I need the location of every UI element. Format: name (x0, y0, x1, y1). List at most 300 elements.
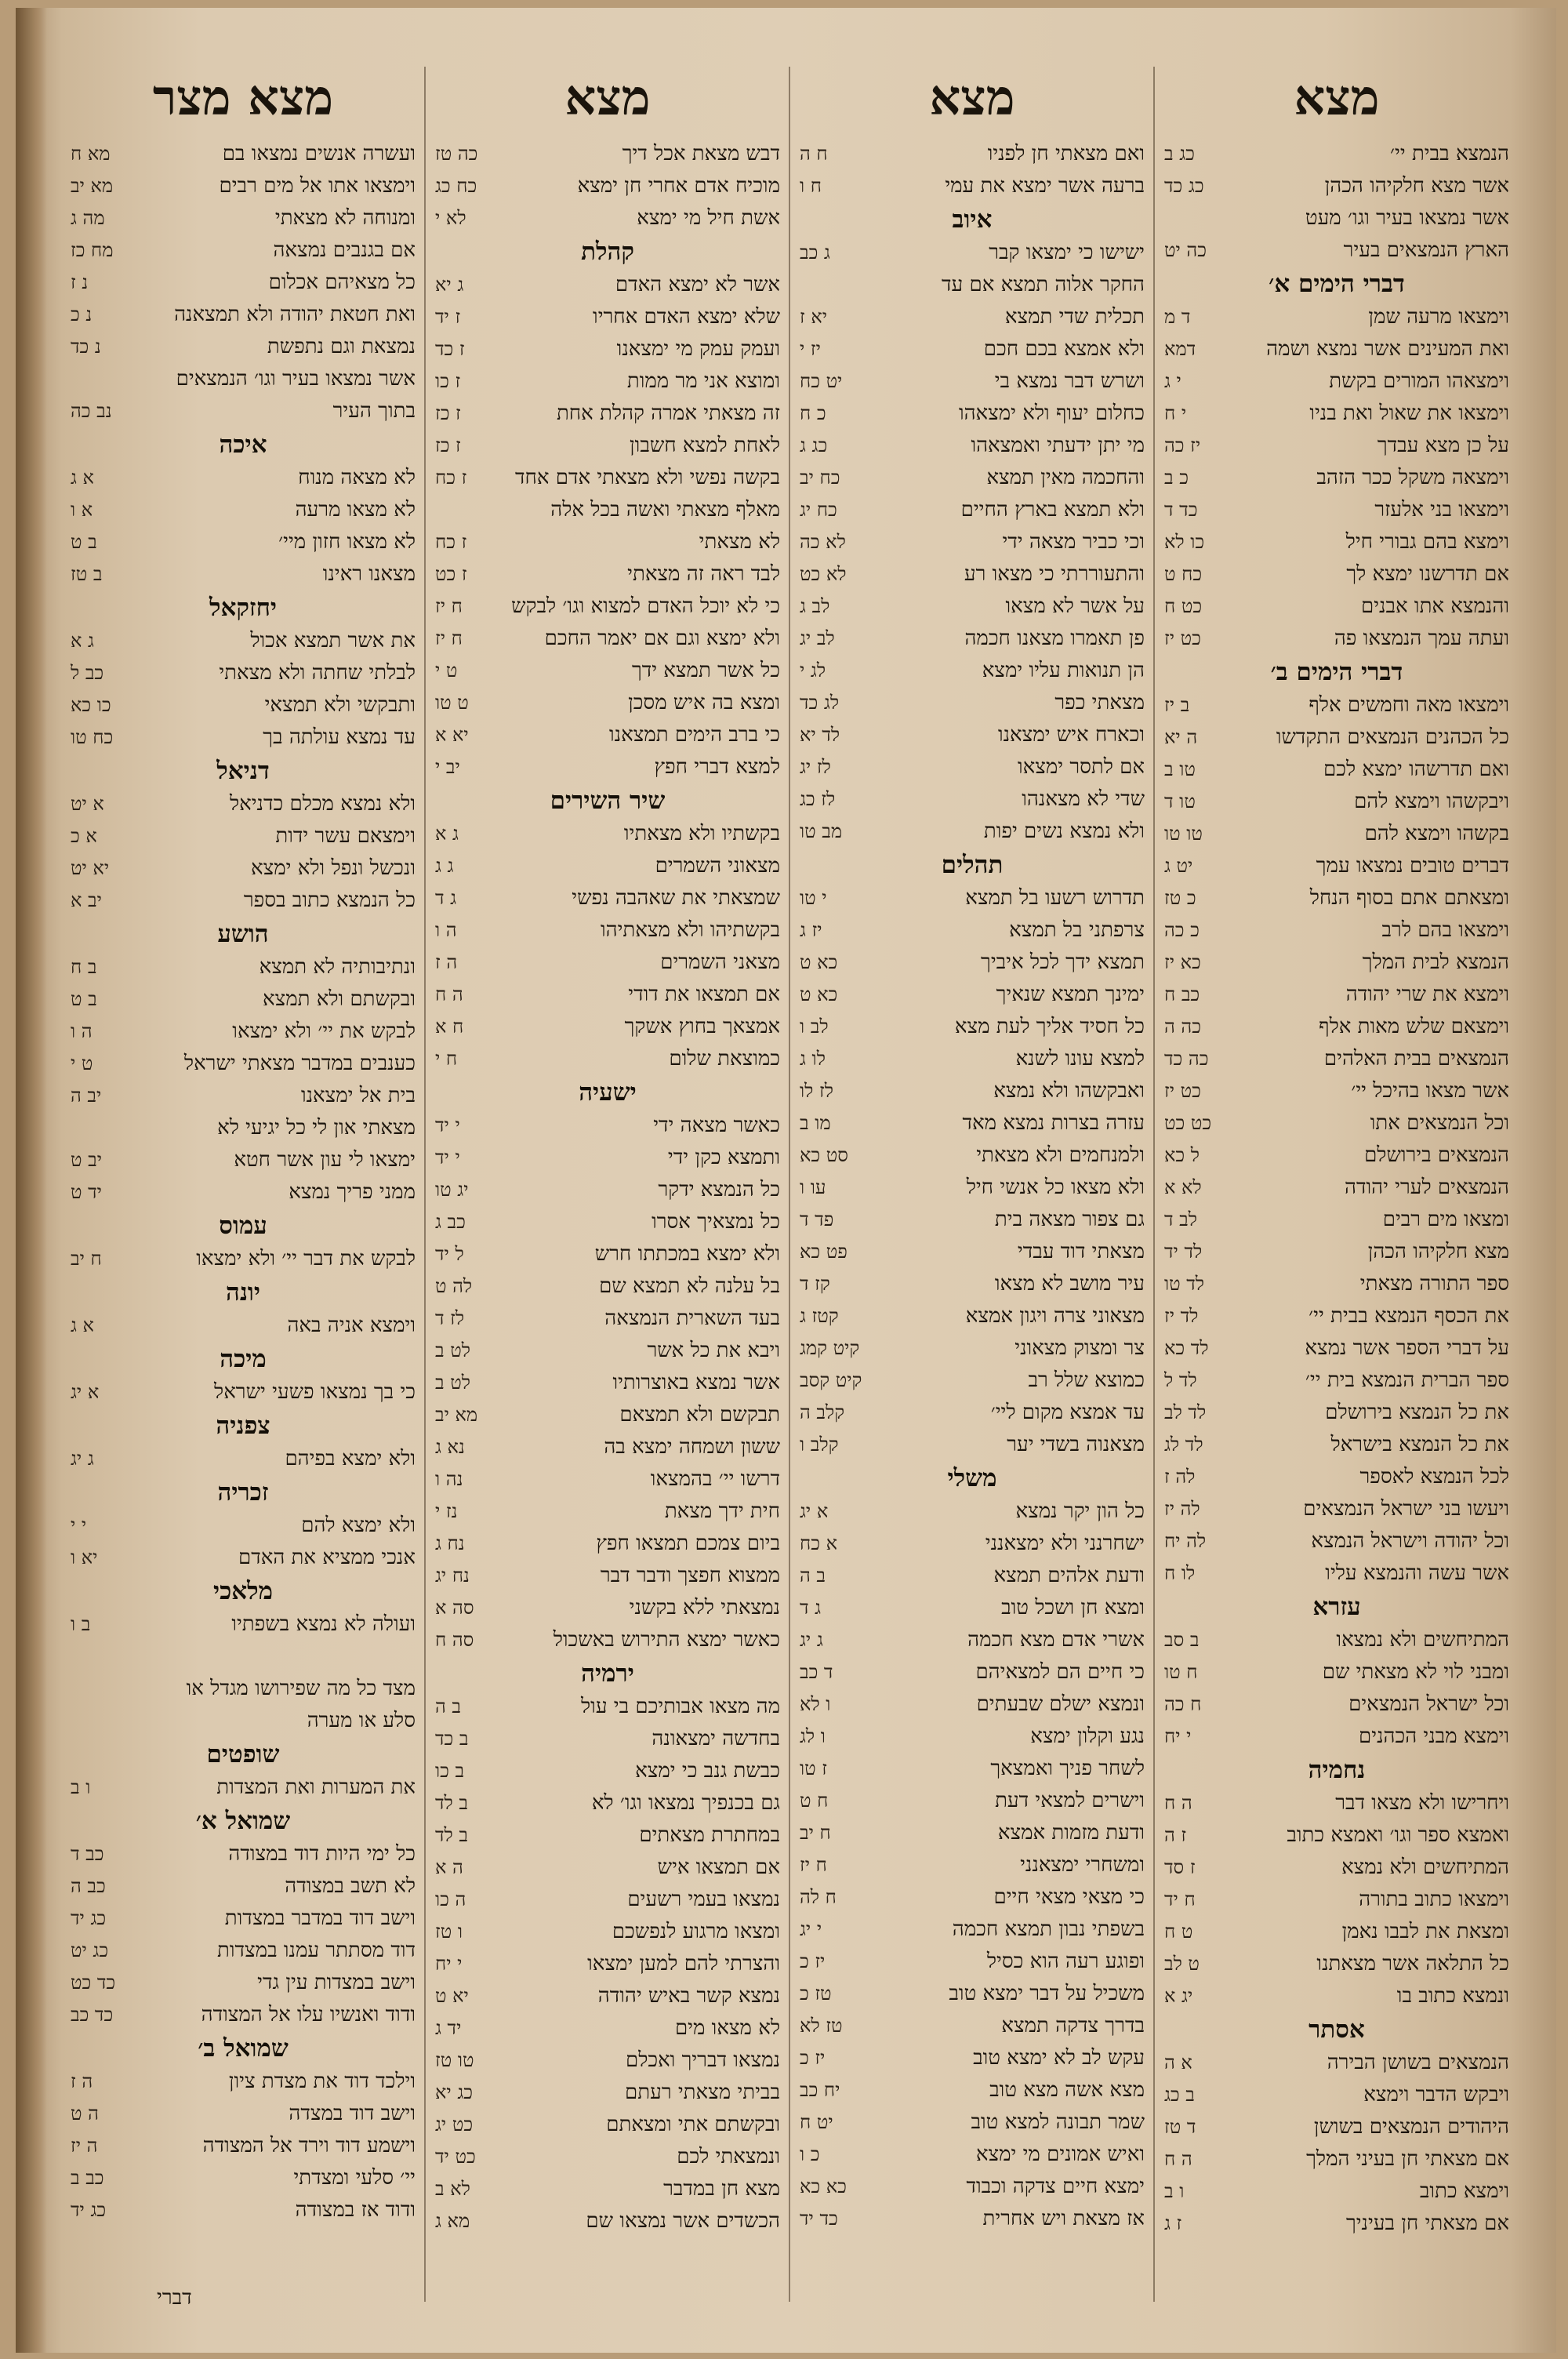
concordance-entry (1164, 526, 1509, 558)
entry-text: בביתי מצאתי רעתם (625, 2081, 780, 2104)
entry-reference: לה ט (435, 1275, 473, 1297)
entry-reference (1164, 202, 1239, 234)
concordance-entry (800, 237, 1145, 269)
entry-reference: ח יד (1164, 1888, 1196, 1910)
entry-text: ונמצאתי לכם (677, 2145, 780, 2168)
concordance-entry (71, 1673, 416, 1705)
entry-text: ואת חטאת יהודה ולא תמצאנה (174, 303, 416, 326)
column-rule (789, 67, 790, 2302)
entry-reference: י יח (1164, 1725, 1192, 1747)
entry-reference: ז כז (435, 434, 461, 456)
entry-reference: ח לה (800, 1886, 837, 1908)
concordance-entry (1164, 722, 1509, 754)
entry-text: מצאתי דוד עבדי (1017, 1240, 1145, 1263)
book-section-heading: ירמיה (581, 1659, 634, 1688)
entry-text: ועמק עמק מי ימצאנו (616, 337, 780, 361)
concordance-entry (435, 462, 780, 494)
entry-reference: י ח (1164, 402, 1187, 424)
entry-reference: קז ד (800, 1273, 830, 1295)
entry-text: בשפתי נבון תמצא חכמה (952, 1917, 1145, 1941)
book-section-heading: מיכה (220, 1345, 267, 1373)
concordance-entry (1164, 1204, 1509, 1236)
entry-reference: יד ג (435, 2017, 462, 2039)
entry-reference: ב טז (71, 563, 103, 585)
concordance-entry (71, 395, 416, 427)
entry-reference: ח ו (800, 175, 822, 197)
concordance-entry (71, 1376, 416, 1408)
entry-text: ומוצא אני מר ממות (626, 369, 780, 393)
entry-text: הנמצא לבית המלך (1362, 951, 1509, 974)
entry-text: כל הנמצא ידקר (658, 1178, 780, 1201)
concordance-entry (800, 462, 1145, 494)
concordance-entry (1164, 1461, 1509, 1493)
book-section-heading: שופטים (206, 1740, 280, 1768)
concordance-entry (800, 1496, 1145, 1528)
entry-text: כמוצא שלל רב (1028, 1369, 1145, 1392)
concordance-entry (1164, 2175, 1509, 2208)
entry-text: ולא ימצא וגם אם יאמר החכם (544, 627, 780, 650)
entry-text: את כל הנמצא בישראל (1330, 1433, 1509, 1456)
entry-reference: לה יז (1164, 1498, 1200, 1520)
entry-text: מצאנוה בשדי יער (1007, 1433, 1145, 1456)
entry-text: ובקשתם אתי ומצאתם (606, 2113, 780, 2136)
column-4 (71, 63, 416, 2321)
entry-text: ואיש אמונים מי ימצא (975, 2143, 1145, 2166)
entry-text: ועולה לא נמצא בשפתיו (231, 1612, 416, 1636)
concordance-entry (800, 751, 1145, 783)
entry-reference: לג י (800, 660, 826, 682)
entry-reference: לב יג (800, 627, 835, 649)
entry-text: הנמצאים לערי יהודה (1345, 1176, 1509, 1199)
entry-reference: ג יג (71, 1448, 94, 1470)
concordance-entry (71, 138, 416, 170)
concordance-entry (1164, 1397, 1509, 1429)
concordance-entry (1164, 333, 1509, 365)
concordance-entry (71, 788, 416, 820)
entry-reference: סט כא (800, 1144, 848, 1166)
entry-reference: לב ג (800, 595, 830, 617)
entry-text: נמצאו דבריך ואכלם (625, 2048, 780, 2072)
concordance-entry (435, 1206, 780, 1238)
concordance-entry (1164, 2111, 1509, 2143)
entry-reference: ה ו (71, 1020, 93, 1042)
entry-reference: מא יב (435, 1404, 478, 1426)
entry-reference: ט י (71, 1052, 93, 1074)
entry-text: שלא ימצא האדם אחריו (593, 305, 780, 329)
entry-reference: נה ו (435, 1468, 463, 1490)
concordance-entry (800, 1140, 1145, 1172)
concordance-entry (1164, 1916, 1509, 1948)
concordance-entry (1164, 689, 1509, 722)
entry-text: בל עלנה לא תמצא שם (599, 1274, 780, 1298)
book-section-heading: איכה (219, 431, 267, 459)
entry-reference: לז כג (800, 788, 836, 810)
entry-text: מצאוני השמרים (655, 854, 780, 878)
entry-text: וכי כביר מצאה ידי (1002, 530, 1145, 554)
concordance-entry (1164, 786, 1509, 818)
concordance-entry (800, 398, 1145, 430)
entry-reference: יב י (435, 756, 460, 778)
concordance-entry (435, 1884, 780, 1916)
entry-reference: ג א (435, 823, 459, 845)
concordance-entry (71, 1443, 416, 1475)
entry-reference: קטז ג (800, 1305, 839, 1327)
entry-text: אם תמצאו את דודי (628, 983, 780, 1006)
entry-reference: לד לג (1164, 1434, 1203, 1456)
concordance-entry (800, 1624, 1145, 1656)
entry-reference: נא ג (435, 1436, 465, 1458)
entry-reference: כב ה (71, 1875, 106, 1897)
entry-text: דרשו יי׳ בהמצאו (650, 1467, 780, 1491)
concordance-entry (435, 1431, 780, 1463)
entry-text: כל התלאה אשר מצאתנו (1316, 1952, 1509, 1976)
concordance-entry (435, 558, 780, 591)
entry-reference: ג כב (800, 242, 830, 264)
entry-text: וימצאם עשר ידות (275, 824, 416, 848)
concordance-entry (1164, 234, 1509, 267)
entry-text: על דברי הספר אשר נמצא (1305, 1336, 1509, 1360)
book-section-heading: משלי (947, 1464, 997, 1492)
column-rule (1153, 67, 1155, 2302)
entry-reference: מה ג (71, 207, 105, 229)
concordance-entry (800, 1268, 1145, 1300)
concordance-entry (435, 1528, 780, 1560)
concordance-entry (71, 1112, 416, 1144)
entry-reference: יא ז (800, 306, 828, 328)
entry-text: והחכמה מאין תמצא (986, 466, 1145, 489)
entry-reference: יב ה (71, 1085, 102, 1107)
entry-text: על כן מצא עבדך (1377, 434, 1509, 457)
entry-text: גם בכנפיך נמצאו וגו׳ לא (591, 1791, 780, 1815)
entry-text: וימצא את שרי יהודה (1345, 983, 1509, 1006)
concordance-entry (800, 333, 1145, 365)
entry-reference: ט ח (1164, 1921, 1193, 1943)
entry-text: אם מצאתי חן בעיניך (1345, 2212, 1509, 2235)
entry-reference: ג ד (800, 1597, 822, 1619)
concordance-entry (435, 1367, 780, 1399)
entry-text: לא מצאו מים (674, 2016, 780, 2040)
concordance-entry (435, 1303, 780, 1335)
book-section-heading: זכריה (217, 1478, 269, 1507)
entry-text: כי לא יוכל האדם למצוא וגו׳ לבקש (511, 594, 780, 618)
concordance-entry (800, 1785, 1145, 1817)
entry-reference: ה ט (71, 2103, 99, 2125)
entry-text: לבקש את דבר יי׳ ולא ימצאו (196, 1247, 416, 1270)
entry-text: ועשרה אנשים נמצאו בם (222, 142, 416, 165)
entry-text: אשר לא ימצא האדם (615, 273, 780, 296)
concordance-entry (800, 1721, 1145, 1753)
entry-reference: לה ז (1164, 1466, 1196, 1488)
concordance-entry (1164, 1493, 1509, 1525)
entry-reference: נז י (435, 1500, 458, 1522)
entry-reference: כ טז (1164, 887, 1196, 909)
entry-reference: ב יז (1164, 694, 1190, 716)
entry-text: וימצאו כתוב בתורה (1359, 1888, 1509, 1911)
entry-text: נמצאת וגם נתפשת (267, 335, 416, 358)
entry-reference: כד כב (71, 2004, 114, 2026)
entry-text: שמר תבונה למצא טוב (971, 2110, 1145, 2134)
column-header: מצא (1294, 69, 1380, 126)
concordance-entry (800, 1204, 1145, 1236)
entry-text: נמצא קשר באיש יהודה (597, 1984, 780, 2008)
entry-reference: יח כב (800, 2079, 840, 2101)
concordance-entry (71, 1048, 416, 1080)
entry-reference: כא כא (800, 2175, 847, 2197)
entry-reference: כב ב (71, 2167, 104, 2189)
entries-list (1164, 138, 1509, 2240)
entry-text: ופוגע רעה הוא כסיל (986, 1950, 1145, 1973)
entry-reference: פד ד (800, 1209, 834, 1230)
entry-reference: א כח (800, 1532, 837, 1554)
concordance-entry (800, 979, 1145, 1011)
entry-text: למצא דברי חפץ (654, 755, 780, 779)
entry-reference: לד ל (1164, 1369, 1197, 1391)
entry-text: וישרים למצאי דעת (995, 1789, 1145, 1812)
entry-text: במחתרת מצאתים (639, 1823, 780, 1847)
entry-reference (71, 363, 145, 395)
book-section-heading: שיר השירים (550, 787, 666, 815)
entry-text: הארץ הנמצאים בעיר (1343, 238, 1509, 262)
entry-text: נמצאו בעמי רשעים (627, 1888, 780, 1911)
entry-reference: ל יד (435, 1243, 464, 1265)
book-section-heading: דברי הימים א׳ (1269, 270, 1405, 298)
concordance-entry (800, 882, 1145, 914)
entry-reference: נב כה (71, 400, 112, 422)
column-rule (424, 67, 426, 2302)
entry-text: עד נמצא עולתה בך (263, 725, 416, 749)
entry-text: כל הון יקר נמצא (1015, 1499, 1145, 1523)
concordance-entry (800, 783, 1145, 816)
entry-reference: כא ט (800, 983, 838, 1005)
entry-text: אם מצאתי חן בעיני המלך (1306, 2147, 1509, 2171)
entry-text: ימצא חיים צדקה וכבוד (966, 2175, 1145, 2198)
concordance-entry (71, 1608, 416, 1641)
concordance-entry (1164, 2079, 1509, 2111)
book-section-heading: שמואל ב׳ (198, 2034, 289, 2063)
concordance-entry (1164, 1852, 1509, 1884)
entry-reference: עו ו (800, 1176, 826, 1198)
entry-text: כל אשר תמצא ידך (631, 659, 780, 682)
entry-text: משכיל על דבר ימצא טוב (949, 1982, 1145, 2005)
entry-reference: לז לו (800, 1080, 833, 1102)
entry-reference: כט יד (435, 2146, 476, 2168)
entry-text: הנמצאים בבית האלהים (1323, 1047, 1509, 1070)
entry-reference: ז כד (435, 338, 465, 360)
entry-reference: ו ב (71, 1776, 91, 1798)
entry-reference: לז ד (435, 1307, 465, 1329)
entry-reference: כט יז (1164, 627, 1201, 649)
entry-reference: סה ח (435, 1629, 474, 1651)
entry-text: כענבים במדבר מצאתי ישראל (183, 1052, 416, 1075)
concordance-entry (800, 1849, 1145, 1881)
concordance-entry (435, 1174, 780, 1206)
concordance-entry (1164, 1948, 1509, 1980)
concordance-entry (71, 526, 416, 558)
concordance-entry (71, 1967, 416, 1999)
entry-text: על אשר לא מצאו (1005, 594, 1145, 618)
concordance-entry (71, 2066, 416, 2098)
entry-text: המתיחשים ולא נמצאו (1336, 1628, 1509, 1652)
entry-reference: לו ג (800, 1048, 826, 1070)
entry-text: לא מצאתי (699, 530, 780, 554)
entry-reference: ב לד (435, 1824, 468, 1846)
entry-reference: ח יב (800, 1822, 831, 1844)
entry-reference: מו ב (800, 1112, 831, 1134)
entry-reference: כה כד (1164, 1048, 1209, 1070)
concordance-entry (1164, 1107, 1509, 1140)
entry-reference: כ כה (1164, 919, 1200, 941)
entry-text: לאחת למצא חשבון (630, 434, 780, 457)
entry-text: אשר נמצאו בעיר וגו׳ מעט (1305, 206, 1509, 230)
entry-reference: ב כג (1164, 2084, 1195, 2106)
concordance-entry (435, 398, 780, 430)
concordance-entry (435, 269, 780, 301)
concordance-entry (435, 1270, 780, 1303)
entry-text: וימצאו בני אלעזר (1374, 498, 1509, 522)
entry-text: וימצאם שלש מאות אלף (1319, 1015, 1509, 1038)
entry-reference: י ג (1164, 370, 1181, 392)
concordance-entry (71, 657, 416, 689)
entry-text: דבש מצאת אכל דיך (622, 142, 780, 165)
entry-text: נמצאתי ללא בקשני (629, 1596, 780, 1619)
entry-reference: ז כח (435, 467, 467, 489)
concordance-entry (800, 1332, 1145, 1365)
entry-text: הכשדים אשר נמצאו שם (586, 2209, 780, 2233)
entry-reference: נ כ (71, 304, 93, 325)
entry-reference: נח ג (435, 1532, 465, 1554)
concordance-entry (71, 1870, 416, 1903)
concordance-entry (435, 138, 780, 170)
concordance-entry (71, 558, 416, 591)
entry-text: וימצא בהם גבורי חיל (1345, 530, 1509, 554)
entry-text: מאלף מצאתי ואשה בכל אלה (550, 498, 780, 522)
entry-reference: יד ט (71, 1181, 102, 1203)
entry-reference: כב ל (71, 662, 104, 684)
entry-text: ימצאו לי עון אשר חטא (234, 1148, 416, 1172)
entry-text: ותמצא כקן ידי (667, 1146, 780, 1169)
entry-text: ביום צמכם תמצאו חפץ (596, 1532, 780, 1555)
entry-text: אשר עשה והנמצא עליו (1325, 1561, 1509, 1585)
entry-reference: כד כט (71, 1972, 116, 1994)
concordance-entry (71, 625, 416, 657)
entry-text: שדי לא מצאנהו (1022, 787, 1145, 811)
concordance-entry (71, 299, 416, 331)
entries-list (71, 138, 416, 2226)
entry-text: מוכיח אדם אחרי חן ימצא (577, 174, 780, 198)
concordance-entry (435, 1624, 780, 1656)
entry-reference: ג יא (435, 274, 464, 296)
entry-reference: לט ב (435, 1339, 470, 1361)
entry-text: עיר מושב לא מצאו (994, 1272, 1145, 1296)
entry-text: מצאתי כפר (1054, 691, 1145, 714)
entry-text: אם תמצאו איש (657, 1856, 780, 1879)
entry-reference: כג ב (1164, 143, 1195, 165)
concordance-entry (435, 333, 780, 365)
entry-text: ויחרישו ולא מצאו דבר (1335, 1791, 1509, 1815)
entry-reference: ז יד (435, 306, 461, 328)
entry-text: כי מצאי מצאי חיים (993, 1885, 1145, 1909)
entry-reference: כד יד (800, 2208, 838, 2230)
entry-text: כל הכהנים הנמצאים התקדשו (1276, 725, 1509, 749)
entry-text: ודוד אז במצודה (295, 2198, 416, 2222)
entry-reference: ג ג (435, 855, 454, 877)
entry-reference: י טו (800, 887, 827, 909)
entry-text: ואם תדרשהו ימצא לכם (1323, 758, 1509, 781)
entry-reference: יג טו (435, 1179, 469, 1201)
entry-reference: קיט קמג (800, 1337, 860, 1359)
book-section-heading: עזרא (1312, 1593, 1361, 1621)
concordance-entry (435, 1238, 780, 1270)
entry-reference: י יד (435, 1114, 460, 1136)
entry-reference: ב ה (435, 1696, 461, 1717)
concordance-entry (1164, 2143, 1509, 2175)
concordance-entry (800, 1528, 1145, 1560)
entry-text: נגע וקלון ימצא (1030, 1725, 1145, 1748)
concordance-entry (435, 1043, 780, 1075)
entry-reference: ה ו (435, 919, 457, 941)
concordance-entry (800, 494, 1145, 526)
entry-reference: כד ד (1164, 499, 1198, 521)
entry-text: מצאוני צרה ויגון אמצא (965, 1304, 1145, 1328)
entry-text: ויבא את כל אשר (647, 1339, 780, 1362)
entry-text: ושרש דבר נמצא בי (994, 369, 1145, 393)
entry-reference: לד יד (1164, 1241, 1203, 1263)
concordance-entry (800, 2171, 1145, 2203)
entry-reference (71, 1673, 145, 1705)
entry-text: לא מצאה מנוח (298, 466, 416, 489)
concordance-entry (435, 2109, 780, 2141)
entry-text: ודעת אלהים תמצא (993, 1564, 1145, 1587)
entry-reference: יט ח (800, 2111, 833, 2133)
entry-text: וילכד דוד את מצדת ציון (228, 2070, 416, 2093)
entry-text: שמצאתי את שאהבה נפשי (572, 886, 780, 910)
entry-reference: ב סב (1164, 1629, 1200, 1651)
entry-reference: דמא (1164, 338, 1196, 360)
concordance-entry (800, 1107, 1145, 1140)
book-section-heading: ישעיה (579, 1078, 637, 1107)
concordance-entry (800, 526, 1145, 558)
concordance-entry (435, 914, 780, 947)
concordance-entry (435, 1980, 780, 2012)
entry-reference: כה יט (1164, 239, 1207, 261)
concordance-entry (435, 1011, 780, 1043)
entry-text: ממצוא חפצך ודבר דבר (600, 1564, 780, 1587)
column-1 (1164, 63, 1509, 2321)
entry-text: וימצא כתוב (1419, 2179, 1509, 2203)
book-section-heading: עמוס (219, 1212, 267, 1240)
concordance-entry (71, 1838, 416, 1870)
entry-reference: ו לג (800, 1725, 826, 1747)
concordance-entry (800, 1300, 1145, 1332)
entry-reference: ד כב (800, 1661, 833, 1683)
concordance-entry (71, 2098, 416, 2130)
concordance-entry (1164, 1656, 1509, 1688)
book-section-heading: צפניה (216, 1412, 270, 1440)
concordance-entry (435, 1723, 780, 1755)
entry-text: ולא נמצא מכלם כדניאל (229, 792, 416, 816)
entry-reference: קלב ה (800, 1401, 845, 1423)
concordance-entry (71, 1999, 416, 2031)
concordance-entry (800, 1688, 1145, 1721)
entry-text: כי חיים הם למצאיהם (975, 1660, 1145, 1684)
concordance-entry (800, 687, 1145, 719)
entry-reference: יא ו (71, 1547, 98, 1568)
entry-text: ובקשתם ולא תמצא (262, 987, 416, 1011)
entry-reference: יז כה (1164, 434, 1201, 456)
entry-reference: ו ב (1164, 2180, 1185, 2202)
entry-text: אם תדרשנו ימצא לך (1346, 562, 1509, 586)
entry-reference: ז ה (1164, 1824, 1187, 1846)
